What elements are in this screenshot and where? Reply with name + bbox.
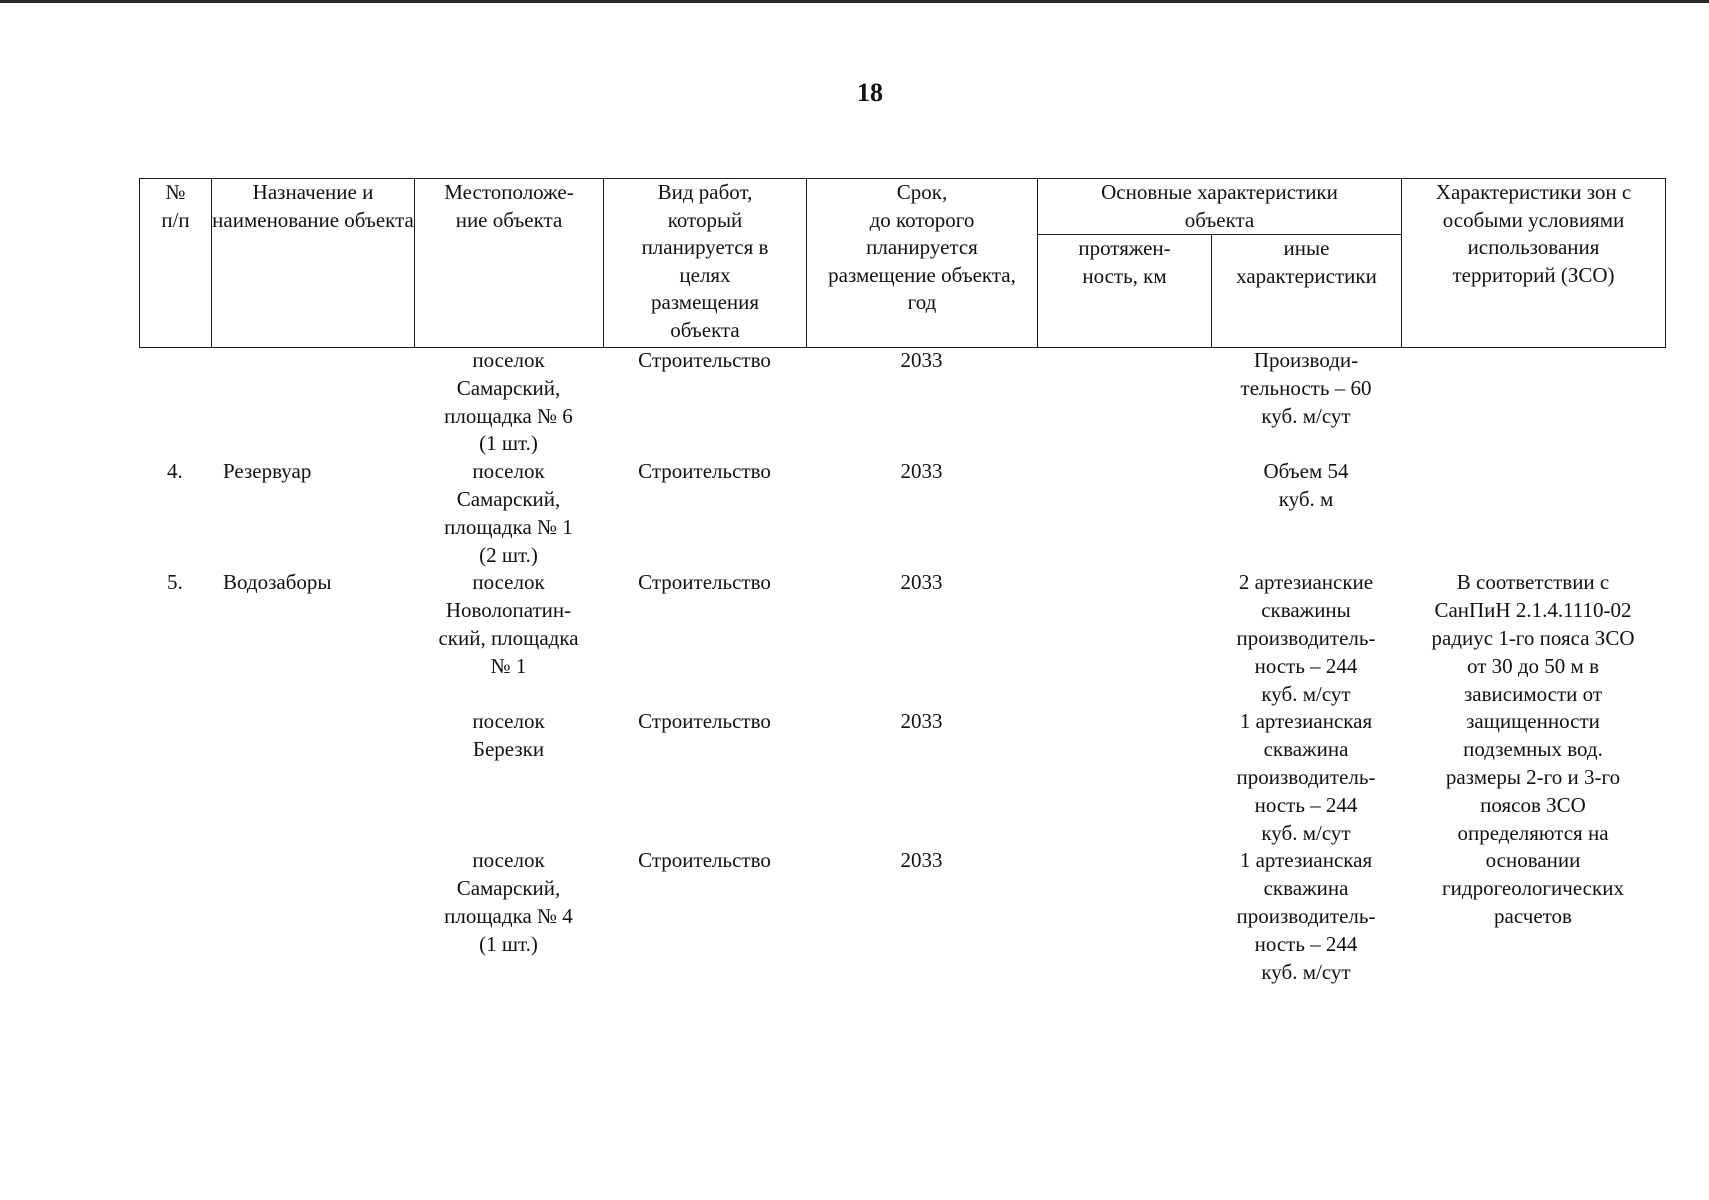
row-location: поселок Березки xyxy=(472,709,545,762)
row-location: поселок Самарский, площадка № 1 (2 шт.) xyxy=(444,459,573,567)
header-main-characteristics: Основные характеристики объекта xyxy=(1038,179,1402,235)
row-other: Производи- тельность – 60 куб. м/сут xyxy=(1240,348,1372,428)
row-work-type: Строительство xyxy=(638,348,771,372)
header-name: Назначение и наименование объекта xyxy=(212,179,415,348)
header-zso: Характеристики зон с особыми условиями использования территорий (ЗСО) xyxy=(1402,179,1666,348)
table-row xyxy=(139,347,1665,458)
row-name xyxy=(211,847,414,986)
header-deadline: Срок, до которого планируется размещение объекта, год xyxy=(807,179,1038,348)
row-year: 2033 xyxy=(900,848,943,873)
row-length xyxy=(1037,347,1211,458)
header-num: № п/п xyxy=(140,179,212,348)
row-other: 2 артезианские скважины производитель- ность – 244 куб. м/сут xyxy=(1236,570,1376,706)
row-other: Объем 54 куб. м xyxy=(1263,459,1349,511)
row-num: 5. xyxy=(167,570,183,595)
row-name: Резервуар xyxy=(223,459,312,484)
row-work-type: Строительство xyxy=(638,848,771,873)
row-num xyxy=(139,347,211,458)
table-row xyxy=(139,569,1665,708)
row-name: Водозаборы xyxy=(223,570,332,595)
top-border-line xyxy=(0,0,1709,3)
row-work-type: Строительство xyxy=(638,570,771,595)
page-number: 18 xyxy=(857,78,883,107)
row-work-type: Строительство xyxy=(638,709,771,734)
row-location: поселок Новолопатин- ский, площадка № 1 xyxy=(438,570,579,678)
row-name xyxy=(211,708,414,847)
header-location: Местоположе- ние объекта xyxy=(415,179,604,348)
header-other-characteristics: иные характеристики xyxy=(1212,235,1402,348)
row-num: 4. xyxy=(167,459,183,484)
row-num xyxy=(139,708,211,847)
table-row xyxy=(139,458,1665,569)
row-location: поселок Самарский, площадка № 6 (1 шт.) xyxy=(444,348,573,456)
row-length xyxy=(1037,708,1211,847)
row-work-type: Строительство xyxy=(638,459,771,484)
row-length xyxy=(1037,569,1211,708)
header-length: протяжен- ность, км xyxy=(1038,235,1212,348)
row-name xyxy=(211,347,414,458)
row-length xyxy=(1037,458,1211,569)
row-num xyxy=(139,847,211,986)
row-year: 2033 xyxy=(900,570,943,595)
row-year: 2033 xyxy=(900,709,943,734)
row-other: 1 артезианская скважина производитель- ность – 244 куб. м/сут xyxy=(1236,848,1376,984)
row-year: 2033 xyxy=(900,459,943,484)
row-length xyxy=(1037,847,1211,986)
zso-note: В соответствии с СанПиН 2.1.4.1110-02 радиус 1-го пояса ЗСО от 30 до 50 м в зависимости от защищенности подземных вод. размеры 2-го и 3-го поясов ЗСО определяются на основании гидрогеологических расчетов xyxy=(1431,570,1635,928)
row-other: 1 артезианская скважина производитель- ность – 244 куб. м/сут xyxy=(1236,709,1376,845)
table-header xyxy=(139,178,1666,348)
row-location: поселок Самарский, площадка № 4 (1 шт.) xyxy=(444,848,573,956)
header-work-type: Вид работ, который планируется в целях размещения объекта xyxy=(604,179,807,348)
row-year: 2033 xyxy=(900,348,943,372)
table-body xyxy=(139,347,1665,986)
